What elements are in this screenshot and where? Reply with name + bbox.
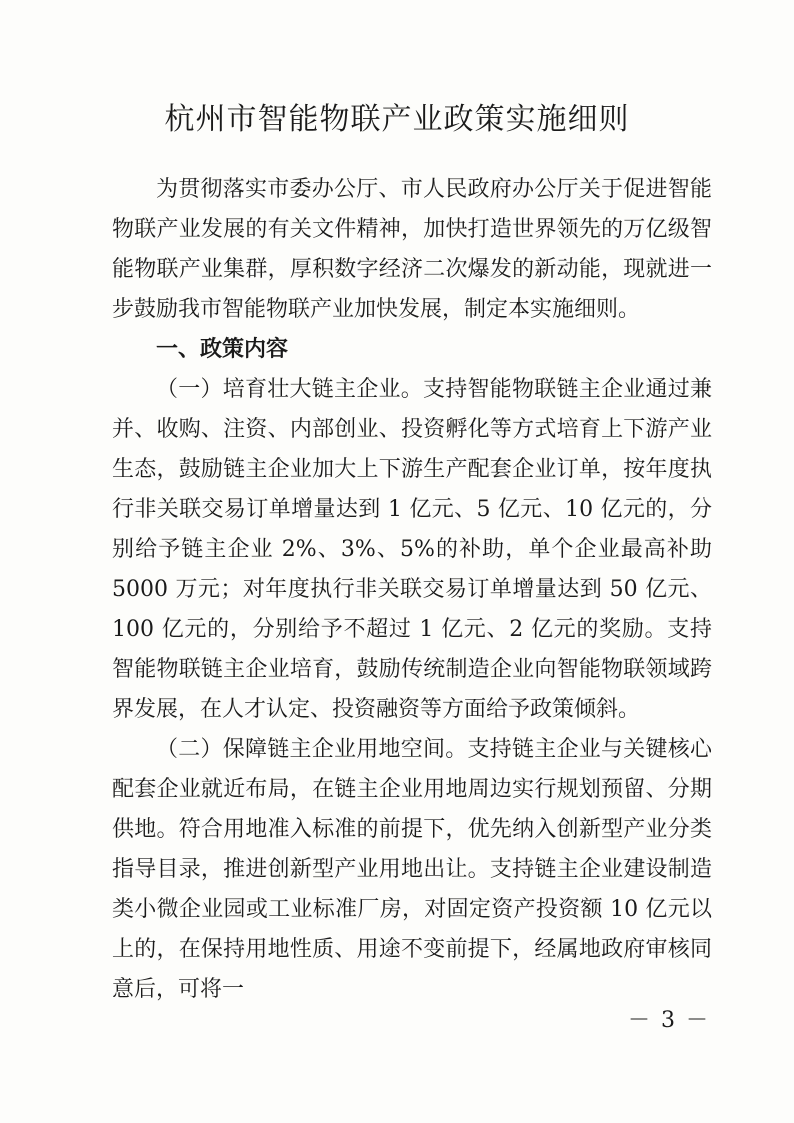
document-title: 杭州市智能物联产业政策实施细则 bbox=[164, 102, 630, 137]
policy-item-1: （一）培育壮大链主企业。支持智能物联链主企业通过兼并、收购、注资、内部创业、投资孵化等方式培育上下游产业生态，鼓励链主企业加大上下游生产配套企业订单，按年度执行非关联交易订单增量达到 1 亿元、5 亿元、10 亿元的，分别给予链主企业 2%、3%、5%的补助，单个企业最高补助 5000 万元；对年度执行非关联交易订单增量达到 50 亿元、100 亿元的，分别给予不超过 1 亿元、2 亿元的奖励。支持智能物联链主企业培育，鼓励传统制造企业向智能物联领域跨界发展，在人才认定、投资融资等方面给予政策倾斜。 bbox=[112, 377, 712, 722]
intro-paragraph: 为贯彻落实市委办公厅、市人民政府办公厅关于促进智能物联产业发展的有关文件精神，加快打造世界领先的万亿级智能物联产业集群，厚积数字经济二次爆发的新动能，现就进一步鼓励我市智能物联产业加快发展，制定本实施细则。 bbox=[112, 177, 712, 322]
page-number: － 3 － bbox=[628, 1008, 710, 1033]
policy-item-2: （二）保障链主企业用地空间。支持链主企业与关键核心配套企业就近布局，在链主企业用地周边实行规划预留、分期供地。符合用地准入标准的前提下，优先纳入创新型产业分类指导目录，推进创新型产业用地出让。支持链主企业建设制造类小微企业园或工业标准厂房，对固定资产投资额 10 亿元以上的，在保持用地性质、用途不变前提下，经属地政府审核同意后，可将一 bbox=[112, 737, 712, 1002]
document-body bbox=[112, 170, 712, 1010]
section-heading: 一、政策内容 bbox=[156, 337, 289, 362]
